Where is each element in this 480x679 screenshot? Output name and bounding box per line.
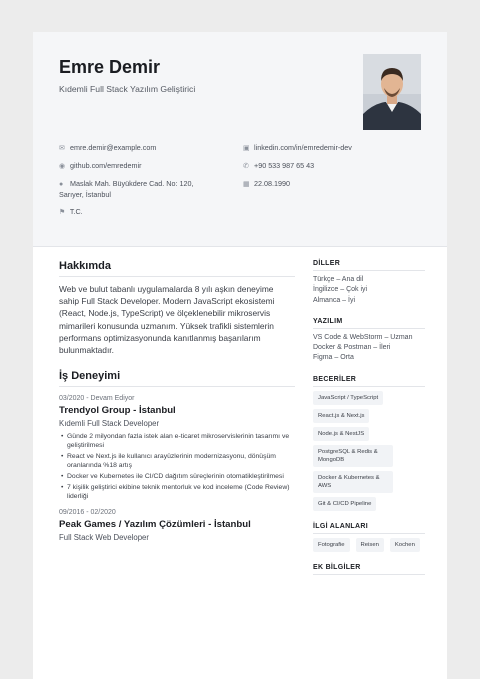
contact-address-line2: Sarıyer, İstanbul (59, 190, 111, 199)
interest-tag: Kochen (390, 538, 420, 552)
sidebar-column (313, 260, 425, 587)
contact-address (59, 179, 193, 200)
software-section (313, 318, 425, 364)
software-item: Docker & Postman – İleri (313, 344, 391, 352)
location-pin-icon: ● (59, 181, 64, 188)
contact-email[interactable] (59, 143, 156, 154)
skill-tag: React.js & Next.js (313, 409, 369, 423)
contact-linkedin[interactable] (243, 143, 352, 154)
software-item: Figma – Orta (313, 354, 354, 362)
extra-heading: EK BİLGİLER (313, 564, 425, 575)
contact-birthdate-text: 22.08.1990 (254, 179, 290, 188)
contact-nationality-text: T.C. (69, 207, 83, 216)
job-date: 03/2020 - Devam Ediyor (59, 395, 135, 403)
skills-section (313, 376, 425, 511)
job-company: Trendyol Group - İstanbul (59, 405, 176, 417)
contact-github-text: github.com/emredemir (70, 161, 142, 170)
calendar-icon: ▦ (243, 181, 250, 188)
job-company: Peak Games / Yazılım Çözümleri - İstanbul (59, 519, 251, 531)
skill-tag: Docker & Kubernetes & AWS (313, 471, 393, 493)
interest-tag: Reisen (356, 538, 384, 552)
contact-phone[interactable] (243, 161, 314, 172)
job-bullet: • 7 kişilik geliştirici ekibine teknik mentorluk ve kod inceleme (Code Review) liderliği (59, 483, 295, 501)
language-item: Almanca – İyi (313, 296, 356, 304)
main-column (59, 260, 295, 546)
about-text: Web ve bulut tabanlı uygulamalarda 8 yılı aşkın deneyime sahip Full Stack Developer. Modern JavaScript ekosistemi (React, Node.js, TypeScript) ve ölçeklenebilir mikroservis mimarileri konusunda uzmanım. Yüksek trafikli sistemlerin performans optimizasyonunda kanıtlanmış başarılarım bulunmaktadır. (59, 284, 275, 356)
skills-tags (313, 391, 425, 511)
cv-page (33, 32, 447, 679)
envelope-icon: ✉ (59, 145, 65, 152)
skills-heading: BECERİLER (313, 376, 425, 387)
job-entry (59, 509, 295, 542)
job-title: Kıdemli Full Stack Yazılım Geliştirici (59, 84, 196, 94)
skill-tag: PostgreSQL & Redis & MongoDB (313, 445, 393, 467)
cv-header (33, 32, 447, 247)
contact-phone-text: +90 533 987 65 43 (254, 161, 315, 170)
contact-address-line1: Maslak Mah. Büyükdere Cad. No: 120, (70, 179, 194, 188)
language-item: Türkçe – Ana dil (313, 276, 364, 283)
experience-heading: İş Deneyimi (59, 370, 295, 387)
job-date: 09/2016 - 02/2020 (59, 509, 116, 517)
globe-icon: ◉ (59, 163, 66, 170)
job-bullet: • Docker ve Kubernetes ile CI/CD dağıtım süreçlerinin otomatikleştirilmesi (59, 472, 295, 481)
person-name: Emre Demir (59, 57, 161, 77)
job-role: Full Stack Web Developer (59, 533, 149, 543)
contact-email-text: emre.demir@example.com (70, 143, 157, 152)
job-role: Kıdemli Full Stack Developer (59, 419, 160, 429)
about-heading: Hakkımda (59, 260, 295, 277)
job-bullet: • React ve Next.js ile kullanıcı arayüzlerinin modernizasyonu, dönüşüm oranlarında %18 artış (59, 452, 295, 470)
profile-photo (363, 54, 421, 130)
language-item: İngilizce – Çok iyi (313, 286, 368, 294)
contact-github[interactable] (59, 161, 142, 172)
contact-birthdate (243, 179, 290, 190)
interests-heading: İLGİ ALANLARI (313, 523, 425, 534)
languages-heading: DİLLER (313, 260, 425, 271)
profile-photo-portrait (363, 54, 421, 130)
software-heading: YAZILIM (313, 318, 425, 329)
interests-tags (313, 538, 425, 552)
skill-tag: Node.js & NestJS (313, 427, 369, 441)
software-item: VS Code & WebStorm – Uzman (313, 333, 413, 341)
interest-tag: Fotografie (313, 538, 350, 552)
languages-section (313, 260, 425, 306)
contact-nationality (59, 207, 83, 218)
phone-icon: ✆ (243, 163, 249, 170)
job-bullet: • Günde 2 milyondan fazla istek alan e-ticaret mikroservislerinin tasarımı ve geliştirilmesi (59, 432, 295, 450)
job-entry (59, 395, 295, 501)
skill-tag: JavaScript / TypeScript (313, 391, 383, 405)
contact-linkedin-text: linkedin.com/in/emredemir-dev (254, 143, 352, 152)
extra-section (313, 564, 425, 575)
interests-section (313, 523, 425, 552)
linkedin-icon: ▣ (243, 145, 250, 152)
flag-icon: ⚑ (59, 209, 66, 216)
skill-tag: Git & CI/CD Pipeline (313, 497, 376, 511)
